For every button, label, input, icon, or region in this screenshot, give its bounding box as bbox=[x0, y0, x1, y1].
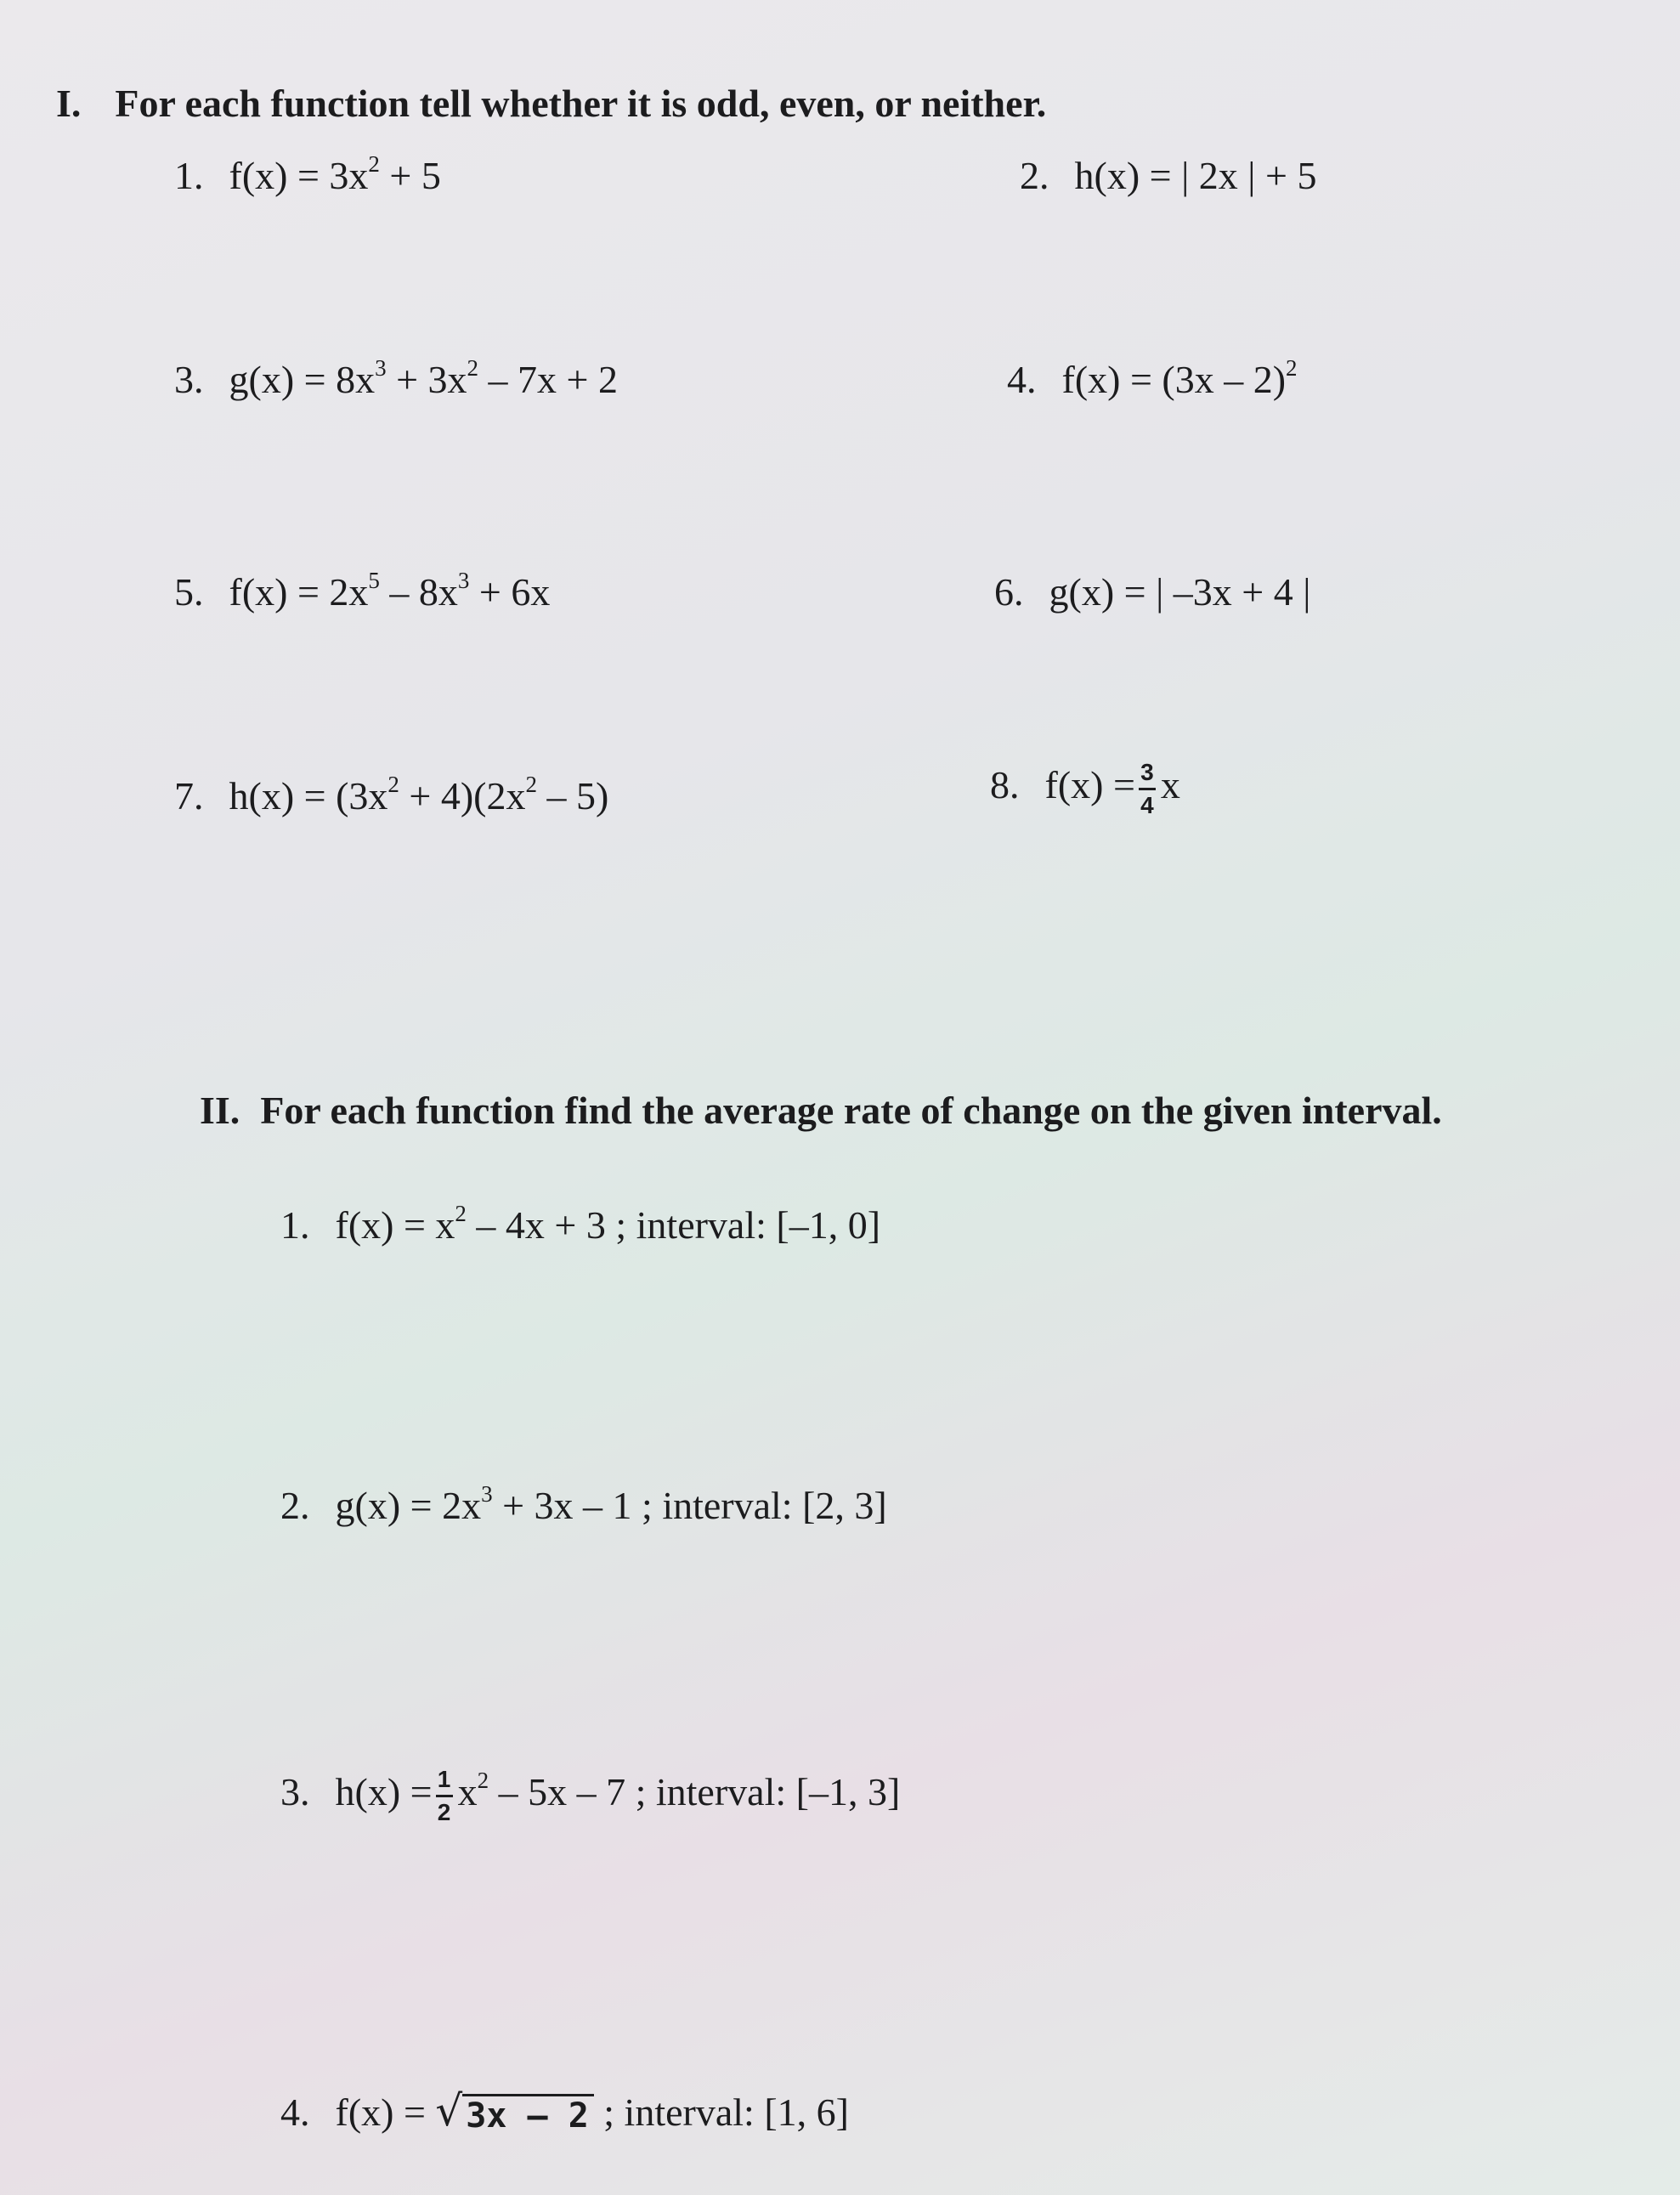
square-root: √ 3x – 2 bbox=[435, 2086, 593, 2136]
s2-problem-2: 2. $g(x) = 2x^3 + 3x - 1$ ; interval: [2, 3] bbox=[280, 1480, 887, 1527]
s1-problem-8: 8. f(x) = $\frac{3}{4}$ x bbox=[990, 759, 1180, 818]
s2-problem-4: 4. f(x) = √ 3x – 2 ; interval: [1, 6] bbox=[280, 2086, 849, 2136]
section-2-instruction: For each function find the average rate of change on the given interval. bbox=[260, 1089, 1442, 1132]
section-1-numeral: I. bbox=[56, 82, 82, 125]
section-2-numeral: II. bbox=[200, 1089, 240, 1132]
s1-problem-1: 1. $f(x) = 3x^2 + 5$ bbox=[174, 150, 441, 197]
s1-problem-4: 4. f(x) = (3x – 2)$^2$ bbox=[1007, 354, 1298, 401]
section-2-heading bbox=[200, 1088, 1442, 1133]
s2-problem-1: 1. $f(x) = x^2 - 4x + 3$ ; interval: [–1, 0] bbox=[280, 1200, 881, 1247]
section-1-heading bbox=[56, 81, 1046, 126]
s1-problem-3: 3. $g(x) = 8x^3 + 3x^2 - 7x + 2$ bbox=[174, 354, 618, 401]
s1-problem-2: 2. h(x) = | 2x | + 5 bbox=[1020, 154, 1317, 197]
s2-problem-3: 3. h(x) = $\frac{1}{2}$ $x^2 - 5x - 7$ ; interval: [–1, 3] bbox=[280, 1766, 901, 1825]
s1-problem-5: 5. $f(x) = 2x^5 - 8x^3 + 6x$ bbox=[174, 567, 551, 614]
fraction: $\frac{3}{4}$ bbox=[1139, 761, 1156, 817]
s1-problem-7: 7. $h(x) = (3x^2 + 4)(2x^2 - 5)$ bbox=[174, 771, 609, 817]
section-1-instruction: For each function tell whether it is odd, even, or neither. bbox=[115, 82, 1047, 125]
fraction: $\frac{1}{2}$ bbox=[436, 1768, 453, 1824]
s1-problem-6: 6. g(x) = | –3x + 4 | bbox=[994, 570, 1311, 614]
